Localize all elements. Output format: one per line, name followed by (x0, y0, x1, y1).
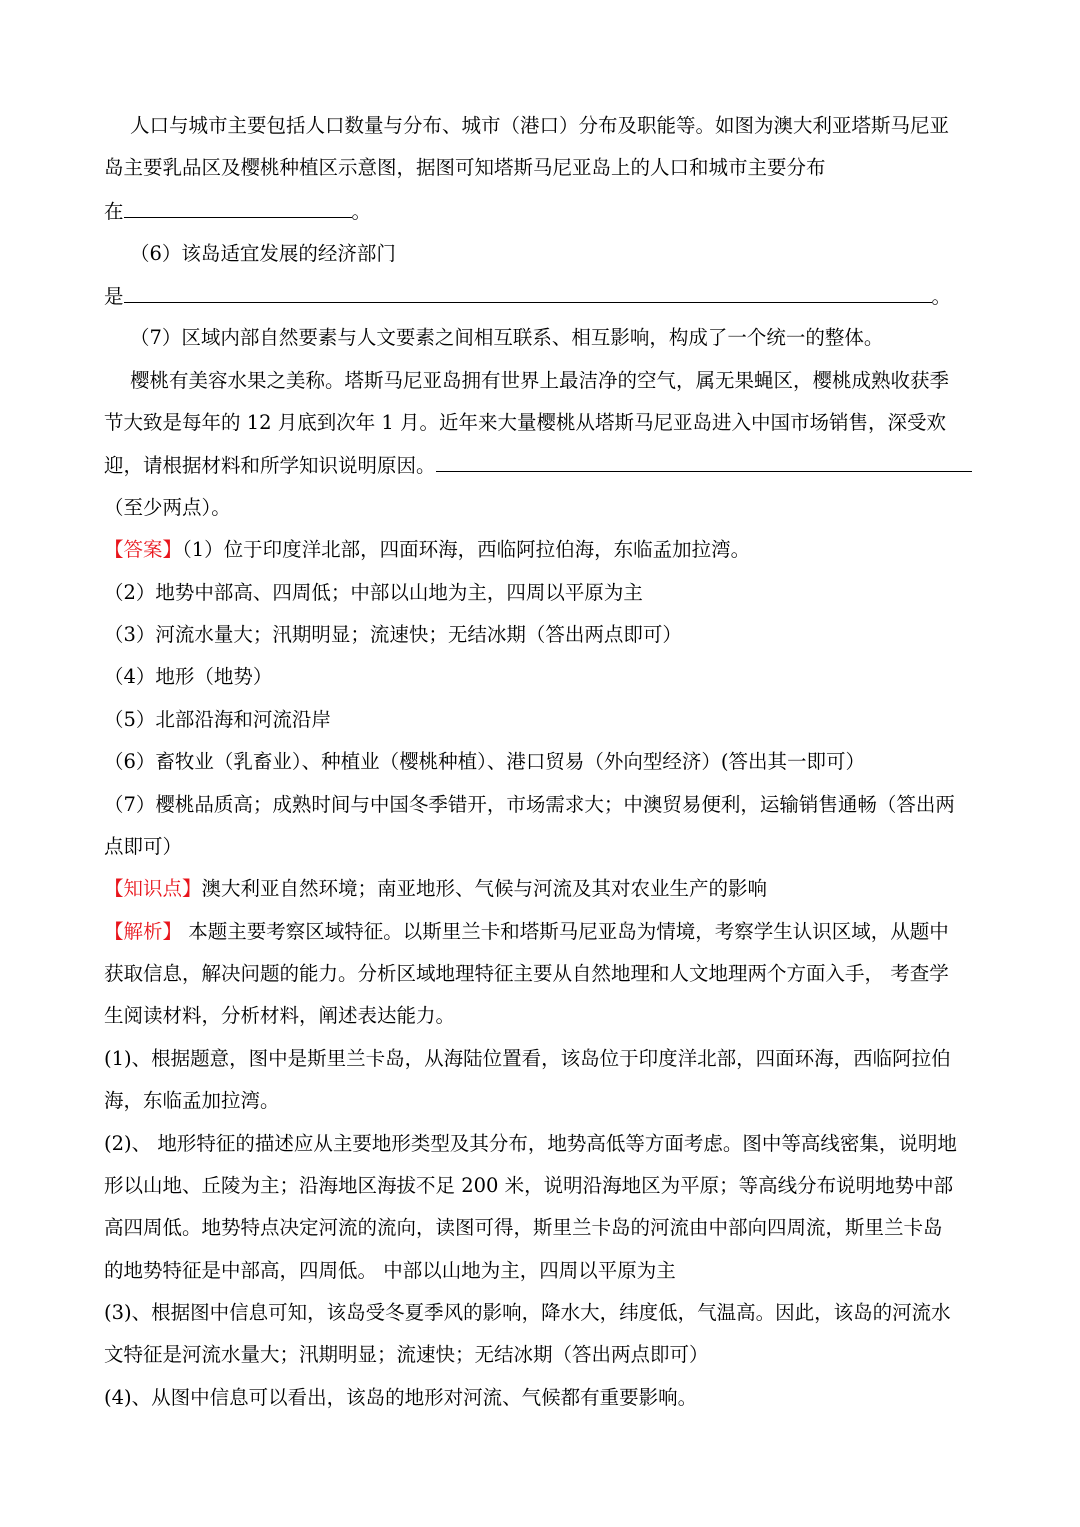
answer-tag: 【答案】 (104, 538, 183, 561)
knowledge-text: 澳大利亚自然环境；南亚地形、气候与河流及其对农业生产的影响 (201, 877, 768, 900)
answer-4: （4）地形（地势） (104, 665, 273, 688)
analysis-p3: (3)、根据图中信息可知，该岛受冬夏季风的影响，降水大，纬度低，气温高。因此，该岛的河流水 (104, 1301, 951, 1324)
period: 。 (351, 200, 372, 223)
q6-prefix: 是 (104, 285, 124, 308)
q5-prefix: 在 (104, 200, 124, 223)
question-7-line: （7）区域内部自然要素与人文要素之间相互联系、相互影响，构成了一个统一的整体。 (130, 326, 884, 349)
analysis-p2: 的地势特征是中部高，四周低。 中部以山地为主，四周以平原为主 (104, 1259, 676, 1282)
answer-2: （2）地势中部高、四周低；中部以山地为主，四周以平原为主 (104, 581, 643, 604)
q5-answer-blank[interactable] (124, 197, 352, 218)
question-6-line: （6）该岛适宜发展的经济部门 (130, 242, 396, 265)
analysis-p2: (2)、 地形特征的描述应从主要地形类型及其分布，地势高低等方面考虑。图中等高线密集，说明地 (104, 1132, 957, 1155)
question-7-line: 樱桃有美容水果之美称。塔斯马尼亚岛拥有世界上最洁净的空气，属无果蝇区，樱桃成熟收获季 (130, 369, 950, 392)
analysis-p1: 海，东临孟加拉湾。 (104, 1089, 280, 1112)
answer-6: （6）畜牧业（乳畜业）、种植业（樱桃种植）、港口贸易（外向型经济）(答出其一即可） (104, 750, 866, 773)
question-7-blank-line (104, 451, 976, 480)
answer-7: 点即可） (104, 835, 183, 858)
knowledge-line (104, 875, 976, 903)
analysis-p2: 形以山地、丘陵为主；沿海地区海拔不足 200 米，说明沿海地区为平原；等高线分布说明地势中部 (104, 1174, 954, 1197)
analysis-p1: (1)、根据题意，图中是斯里兰卡岛，从海陆位置看，该岛位于印度洋北部，四面环海，西临阿拉伯 (104, 1047, 951, 1070)
knowledge-tag: 【知识点】 (104, 877, 202, 900)
q7-prompt: 迎，请根据材料和所学知识说明原因。 (104, 454, 436, 477)
analysis-p2: 高四周低。地势特点决定河流的流向，读图可得，斯里兰卡岛的河流由中部向四周流，斯里兰卡岛 (104, 1216, 943, 1239)
analysis-line (104, 918, 976, 946)
question-6-blank-line (104, 282, 976, 311)
analysis-p4: (4)、从图中信息可以看出，该岛的地形对河流、气候都有重要影响。 (104, 1386, 698, 1409)
analysis-p3: 文特征是河流水量大；汛期明显；流速快；无结冰期（答出两点即可） (104, 1343, 709, 1366)
question-intro-line: 岛主要乳品区及樱桃种植区示意图，据图可知塔斯马尼亚岛上的人口和城市主要分布 (104, 156, 826, 179)
analysis-text: 生阅读材料，分析材料，阐述表达能力。 (104, 1004, 456, 1027)
answer-1: （1）位于印度洋北部，四面环海，西临阿拉伯海，东临孟加拉湾。 (182, 538, 751, 561)
analysis-tag: 【解析】 (104, 920, 183, 943)
q6-answer-blank[interactable] (124, 282, 932, 303)
question-5-blank-line (104, 197, 976, 226)
answer-3: （3）河流水量大；汛期明显；流速快；无结冰期（答出两点即可） (104, 623, 682, 646)
answer-7: （7）樱桃品质高；成熟时间与中国冬季错开，市场需求大；中澳贸易便利，运输销售通畅（答出两 (104, 793, 955, 816)
period: 。 (931, 285, 952, 308)
question-intro-line: 人口与城市主要包括人口数量与分布、城市（港口）分布及职能等。如图为澳大利亚塔斯马尼亚 (130, 114, 950, 137)
analysis-text: 获取信息，解决问题的能力。分析区域地理特征主要从自然地理和人文地理两个方面入手， 考查学 (104, 962, 949, 985)
q7-answer-blank[interactable] (436, 451, 972, 472)
answer-line (104, 536, 976, 564)
question-7-line: 节大致是每年的 12 月底到次年 1 月。近年来大量樱桃从塔斯马尼亚岛进入中国市场销售，深受欢 (104, 411, 947, 434)
analysis-text: 本题主要考察区域特征。以斯里兰卡和塔斯马尼亚岛为情境，考察学生认识区域，从题中 (182, 920, 949, 943)
answer-5: （5）北部沿海和河流沿岸 (104, 708, 331, 731)
question-7-line: （至少两点）。 (104, 496, 231, 519)
